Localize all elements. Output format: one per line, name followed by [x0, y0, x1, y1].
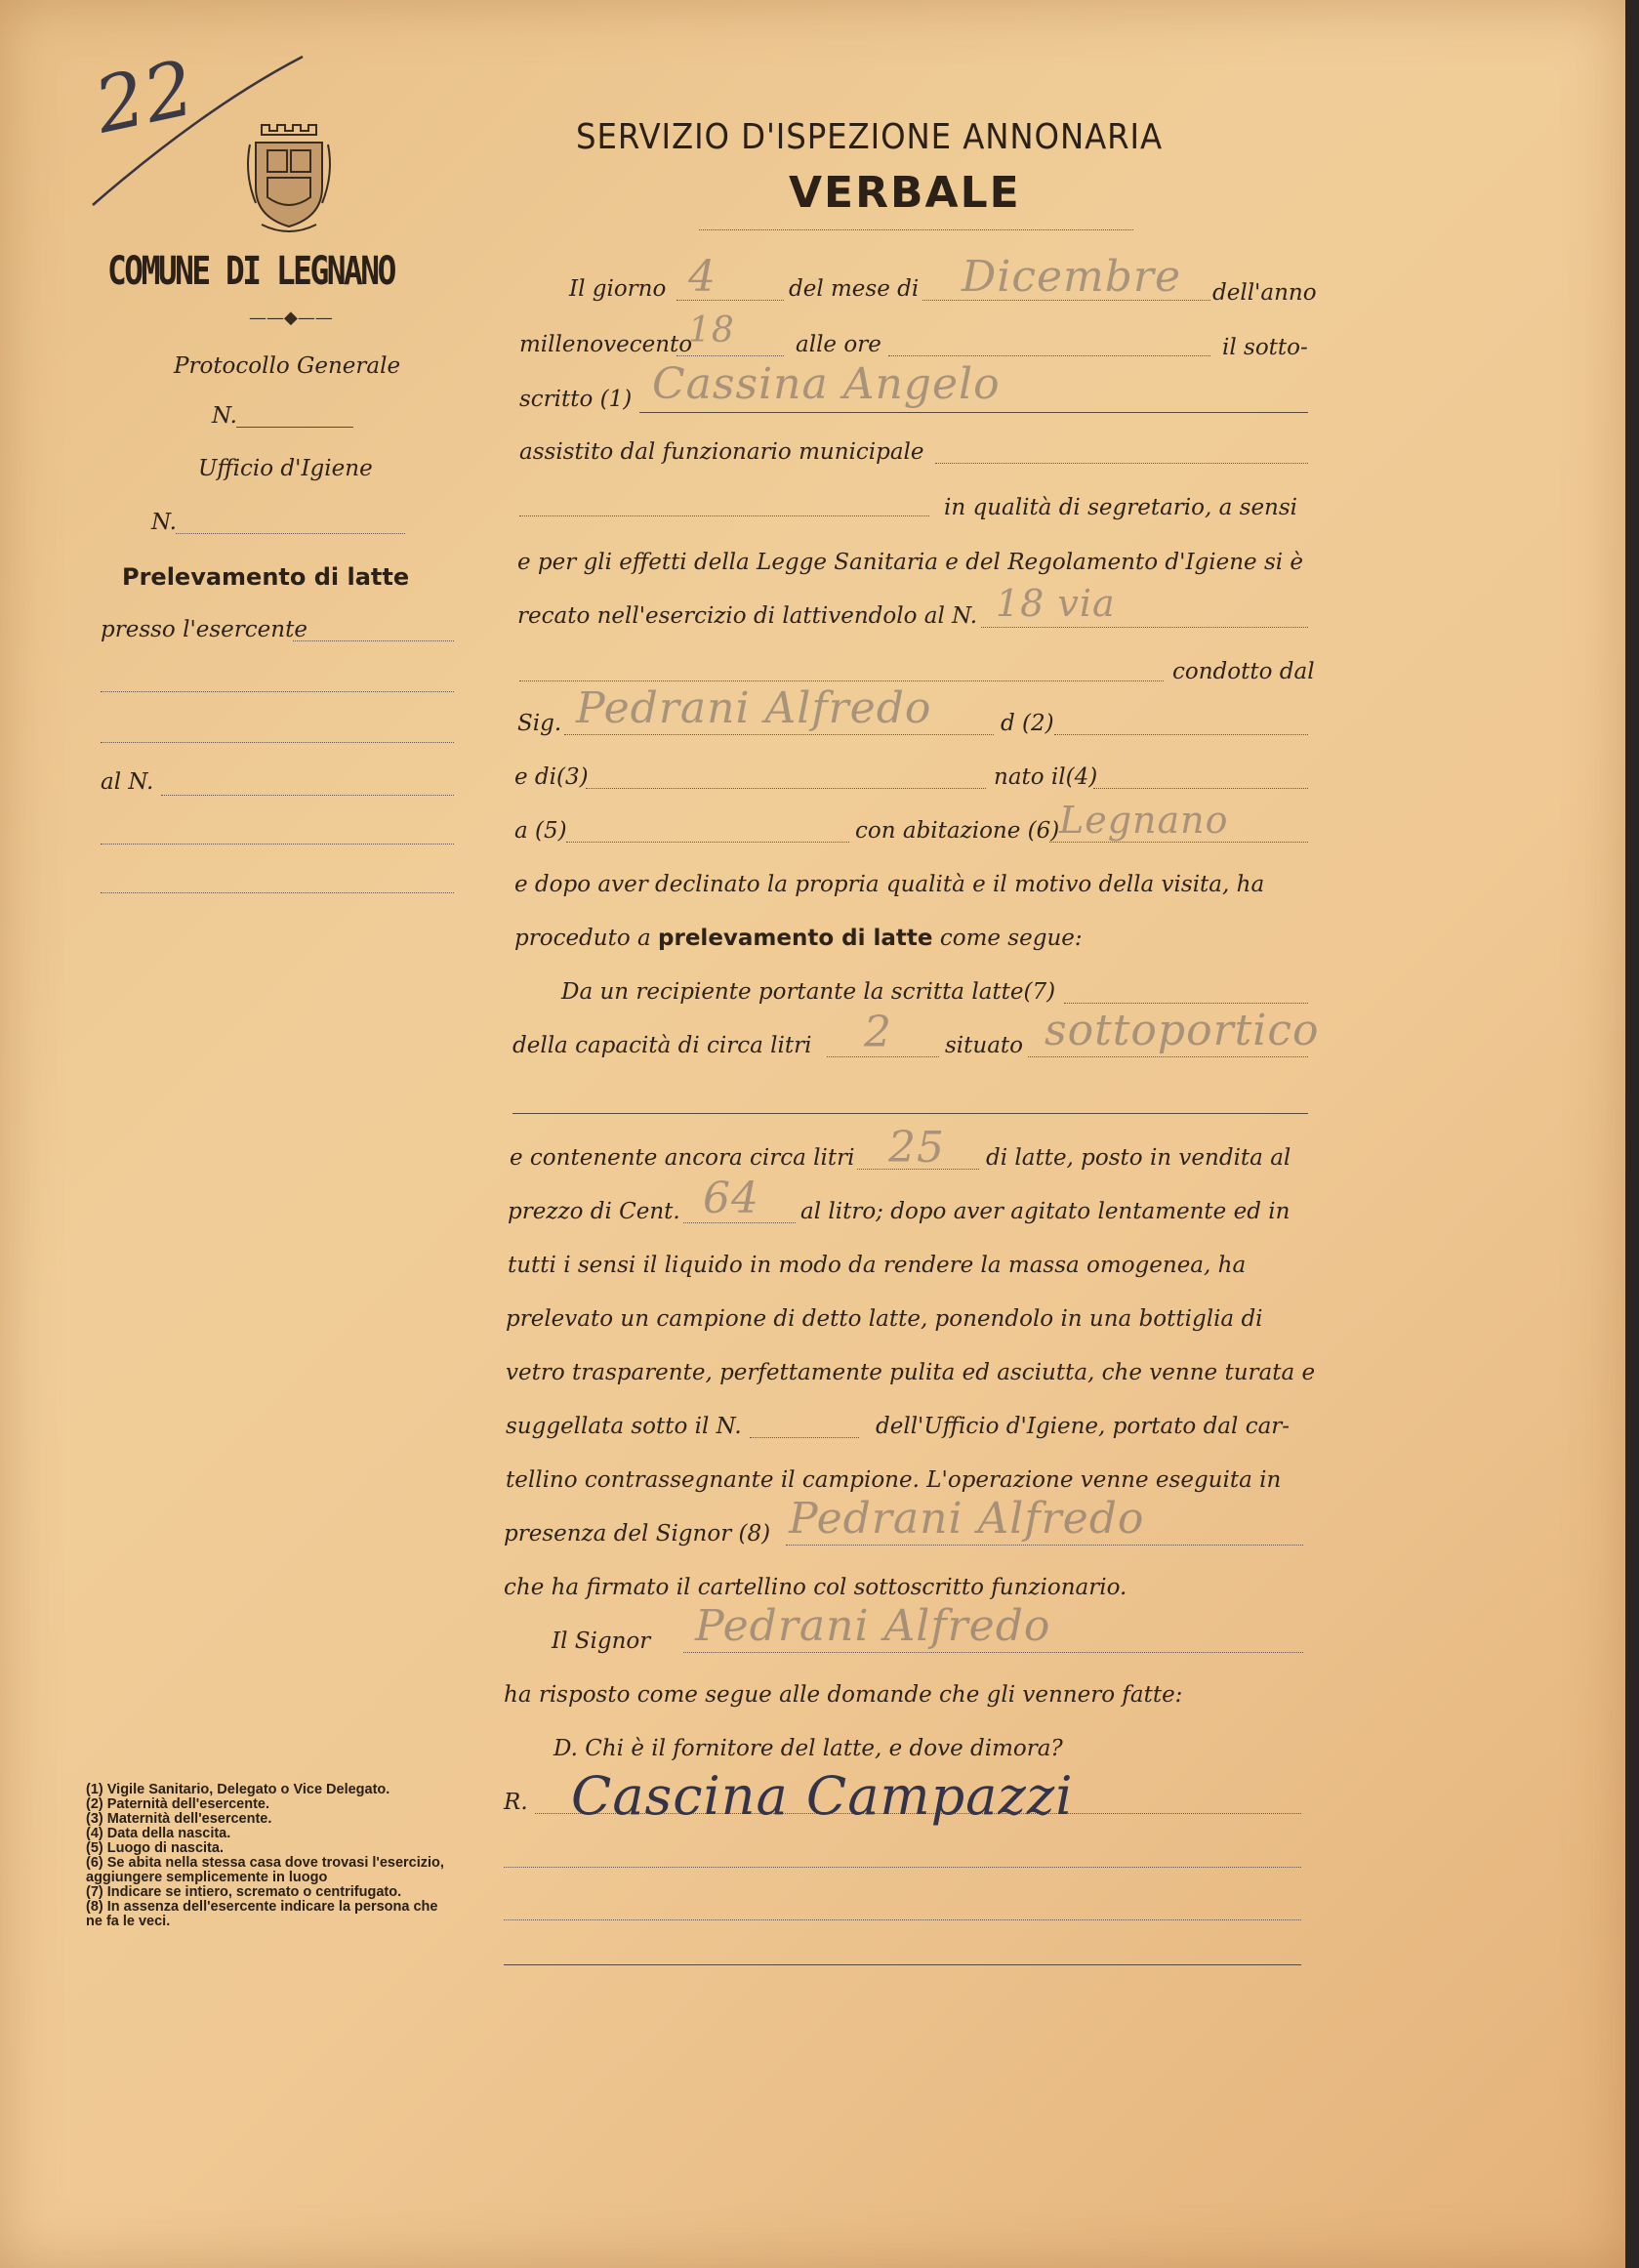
recato-label: recato nell'esercizio di lattivendolo al N. [517, 603, 978, 629]
prelevamento-heading: Prelevamento di latte [122, 563, 410, 591]
assistito-line [935, 463, 1308, 464]
il-giorno-label: Il giorno [569, 276, 667, 302]
al-litro-text: al litro; dopo aver agitato lentamente ed in [800, 1199, 1291, 1224]
handwritten-signor: Pedrani Alfredo [695, 1601, 1051, 1651]
ufficio-label: Ufficio d'Igiene [198, 456, 373, 481]
handwritten-capacity: 2 [864, 1008, 892, 1057]
presence-line [786, 1545, 1303, 1546]
left-line-5 [101, 844, 454, 845]
a-label: a (5) [514, 818, 567, 844]
assistito-label: assistito dal funzionario municipale [519, 439, 924, 465]
location-line-2 [512, 1113, 1308, 1114]
handwritten-price: 64 [703, 1174, 759, 1223]
question-text: D. Chi è il fornitore del latte, e dove dimora? [553, 1736, 1063, 1761]
ufficio-n-line [176, 533, 405, 534]
left-line-6 [101, 892, 454, 893]
protocollo-label: Protocollo Generale [174, 353, 401, 379]
label-line [1064, 1003, 1308, 1004]
d-label: d (2) [1001, 711, 1054, 736]
condotto-label: condotto dal [1172, 659, 1315, 684]
declinato-text: e dopo aver declinato la propria qualità e il motivo della visita, ha [514, 872, 1265, 897]
answer-label: R. [504, 1790, 528, 1815]
handwritten-folio-number: 22 [87, 44, 203, 151]
al-n-label: al N. [101, 769, 154, 795]
ufficio-portato-text: dell'Ufficio d'Igiene, portato dal car- [876, 1414, 1291, 1439]
recipiente-text: Da un recipiente portante la scritta latte(7) [561, 979, 1056, 1005]
ufficio-n-label: N. [151, 510, 177, 535]
service-title: SERVIZIO D'ISPEZIONE ANNONARIA [576, 117, 1164, 157]
document-title: VERBALE [789, 168, 1021, 218]
handwritten-year: 18 [688, 310, 735, 351]
title-rule [699, 229, 1133, 230]
del-mese-label: del mese di [789, 276, 920, 302]
presso-line-2 [101, 691, 454, 692]
presenza-label: presenza del Signor (8) [504, 1521, 771, 1546]
suggellata-label: suggellata sotto il N. [506, 1414, 742, 1439]
presso-line-1 [293, 640, 454, 641]
proceduto-text: proceduto a prelevamento di latte come segue: [514, 926, 1083, 951]
year-line [676, 355, 784, 356]
footnotes: (1) Vigile Sanitario, Delegato o Vice Delegato. (2) Paternità dell'esercente. (3) Maternità dell'esercente. (4) Data della nascita. (5) Luogo di nascita. (6) Se abita nella stessa casa dove trovasi l'esercizio, aggiungere semplicemente in luogo (7) Indicare se intiero, scremato o centrifugato. (8) In assenza dell'esercente indicare la persona che ne fa le veci. [86, 1782, 444, 1929]
handwritten-address: 18 via [996, 582, 1116, 625]
ornament: ——◆—— [249, 308, 333, 328]
paternity-line [1054, 734, 1308, 735]
handwritten-vendor: Pedrani Alfredo [576, 683, 932, 733]
answer-line-4 [504, 1964, 1301, 1965]
protocollo-n-label: N. [212, 403, 237, 429]
birthplace-line [566, 842, 849, 843]
il-sotto-label: il sotto- [1222, 335, 1308, 360]
address-line [981, 627, 1308, 628]
body-line-16: prelevato un campione di detto latte, ponendolo in una bottiglia di [506, 1306, 1263, 1332]
residence-line [1049, 842, 1308, 843]
segretario-label: in qualità di segretario, a sensi [944, 495, 1298, 520]
hour-line [888, 355, 1210, 356]
segretario-line [519, 515, 929, 516]
body-line-15: tutti i sensi il liquido in modo da rendere la massa omogenea, ha [508, 1253, 1247, 1278]
handwritten-day: 4 [688, 252, 717, 302]
handwritten-month: Dicembre [962, 252, 1181, 302]
sig-label: Sig. [517, 711, 562, 736]
municipality-name: COMUNE DI LEGNANO [107, 249, 394, 294]
protocollo-n-line [236, 427, 353, 428]
legge-text: e per gli effetti della Legge Sanitaria e del Regolamento d'Igiene si è [517, 550, 1304, 575]
il-signor-label: Il Signor [552, 1629, 651, 1654]
handwritten-official: Cassina Angelo [652, 359, 1001, 409]
firmato-text: che ha firmato il cartellino col sottoscritto funzionario. [504, 1575, 1127, 1600]
presso-label: presso l'esercente [101, 617, 307, 642]
handwritten-answer: Cascina Campazzi [571, 1765, 1074, 1827]
location-line [1028, 1056, 1308, 1057]
address-line-2 [519, 680, 1164, 681]
prezzo-label: prezzo di Cent. [508, 1199, 680, 1224]
handwritten-remaining: 25 [888, 1123, 945, 1173]
scritto-line [639, 412, 1308, 413]
presso-line-3 [101, 742, 454, 743]
maternity-line [586, 788, 986, 789]
e-di-label: e di(3) [514, 764, 589, 790]
di-latte-label: di latte, posto in vendita al [986, 1145, 1291, 1171]
coat-of-arms-icon [242, 115, 336, 236]
body-line-19: tellino contrassegnante il campione. L'operazione venne eseguita in [506, 1467, 1282, 1493]
risposto-text: ha risposto come segue alle domande che gli vennero fatte: [504, 1682, 1183, 1708]
seal-number-line [750, 1437, 859, 1438]
al-n-line [161, 795, 454, 796]
answer-line-2 [504, 1867, 1301, 1868]
alle-ore-label: alle ore [796, 332, 881, 357]
signor-line [683, 1652, 1303, 1653]
handwritten-residence: Legnano [1059, 799, 1229, 842]
sig-line [564, 734, 994, 735]
answer-line-3 [504, 1919, 1301, 1920]
nato-label: nato il(4) [994, 764, 1098, 790]
situato-label: situato [945, 1033, 1024, 1058]
abitazione-label: con abitazione (6) [855, 818, 1060, 844]
dell-anno-label: dell'anno [1212, 280, 1317, 306]
contenente-label: e contenente ancora circa litri [510, 1145, 855, 1171]
millenovecento-label: millenovecento [519, 332, 693, 357]
handwritten-presence: Pedrani Alfredo [789, 1494, 1145, 1544]
birthdate-line [1093, 788, 1308, 789]
capacita-label: della capacità di circa litri [512, 1033, 812, 1058]
body-line-17: vetro trasparente, perfettamente pulita ed asciutta, che venne turata e [506, 1360, 1316, 1385]
scritto-label: scritto (1) [519, 387, 633, 412]
handwritten-location: sottoportico [1045, 1006, 1320, 1055]
